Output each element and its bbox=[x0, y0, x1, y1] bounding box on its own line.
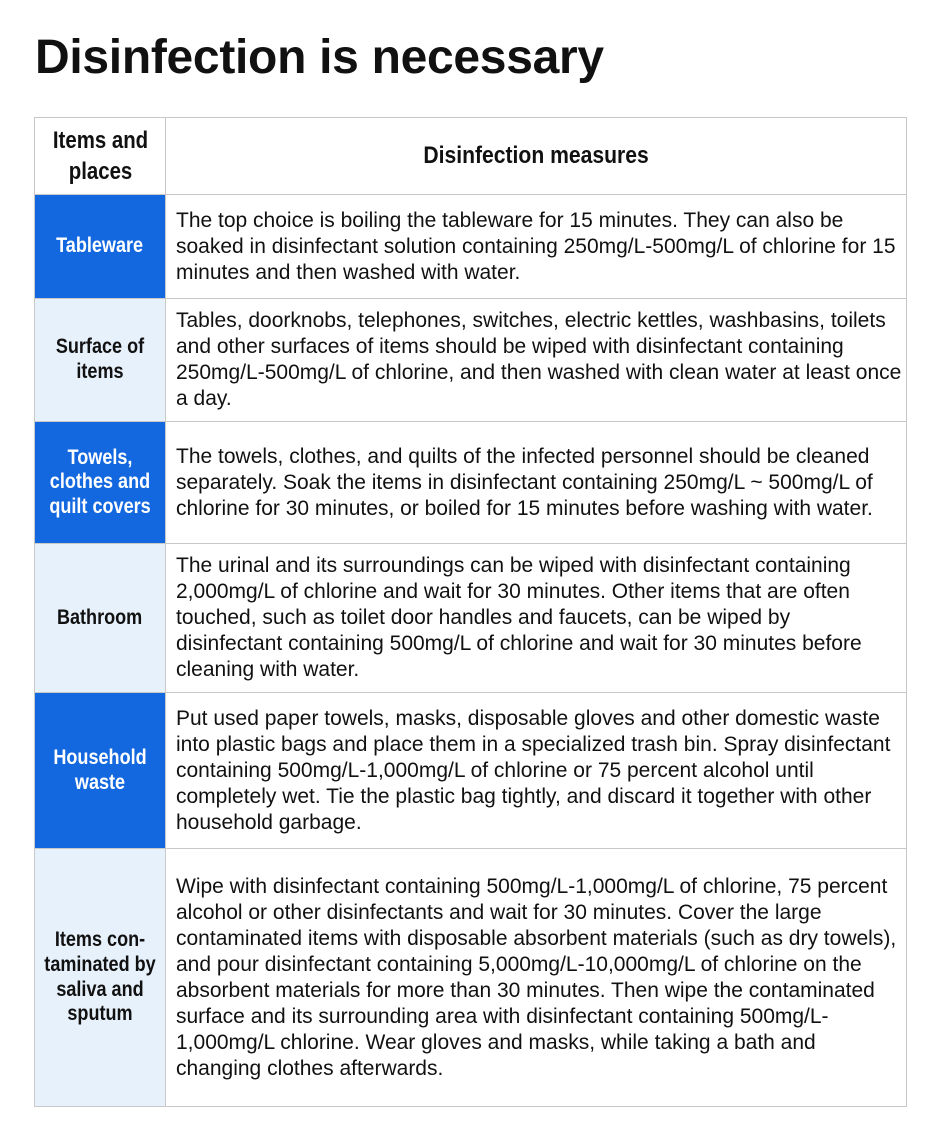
row-measure-text: Tables, doorknobs, telephones, switches, electric kettles, washbasins, toilets and other surfaces of items should be wiped with disinfectant containing 250mg/L-500mg/L of chlorine, and then washed with clean water at least once a day. bbox=[166, 299, 907, 422]
row-measure-text: The urinal and its surroundings can be wiped with disinfectant containing 2,000mg/L of chlorine and wait for 30 minutes. Other items that are often touched, such as toilet door handles and faucets, can be wiped by disinfectant containing 500mg/L of chlorine and wait for 30 minutes before cleaning with water. bbox=[166, 544, 907, 693]
header-items-and-places: Items and places bbox=[44, 118, 155, 195]
table-row bbox=[35, 693, 907, 849]
row-measure-text: The towels, clothes, and quilts of the infected personnel should be cleaned separately. Soak the items in disinfectant containing 250mg/L ~ 500mg/L of chlorine for 30 minutes, or boiled for 15 minutes before washing with water. bbox=[166, 422, 907, 544]
row-item-cell bbox=[35, 299, 166, 422]
row-item-cell bbox=[35, 693, 166, 849]
table-row bbox=[35, 849, 907, 1107]
row-measure-text: The top choice is boiling the tableware for 15 minutes. They can also be soaked in disinfectant solution containing 250mg/L-500mg/L of chlorine for 15 minutes and then washed with water. bbox=[166, 195, 907, 299]
row-measure-text: Put used paper towels, masks, disposable gloves and other domestic waste into plastic bags and place them in a specialized trash bin. Spray disinfectant containing 500mg/L-1,000mg/L of chlorine or 75 percent alcohol until completely wet. Tie the plastic bag tightly, and discard it together with other household garbage. bbox=[166, 693, 907, 849]
row-item-label: Surface of items bbox=[55, 335, 145, 383]
row-item-cell bbox=[35, 422, 166, 544]
table-row bbox=[35, 299, 907, 422]
row-item-label: Bathroom bbox=[57, 605, 143, 629]
row-item-label: Household waste bbox=[53, 745, 147, 794]
row-item-cell bbox=[35, 544, 166, 693]
table-row bbox=[35, 422, 907, 544]
table-row bbox=[35, 195, 907, 299]
header-disinfection-measures bbox=[166, 118, 907, 195]
table-header-row bbox=[35, 118, 907, 195]
disinfection-table bbox=[34, 117, 907, 1107]
row-item-label: Tableware bbox=[56, 234, 144, 258]
row-item-cell bbox=[35, 849, 166, 1107]
header-measures-label: Disinfection measures bbox=[423, 142, 649, 169]
row-item-label: Towels, clothes and quilt covers bbox=[49, 445, 151, 518]
row-measure-text: Wipe with disinfectant containing 500mg/L-1,000mg/L of chlorine, 75 percent alcohol or other disinfectants and wait for 30 minutes. Cover the large contaminated items with disposable absorbent materials (such as dry towels), and pour disinfectant containing 5,000mg/L-10,000mg/L of chlorine on the absorbent materials for more than 30 minutes. Then wipe the contaminated surface and its surrounding area with disinfectant containing 500mg/L-1,000mg/L chlorine. Wear gloves and masks, while taking a bath and changing clothes afterwards. bbox=[166, 849, 907, 1107]
table-row bbox=[35, 544, 907, 693]
page-title: Disinfection is necessary bbox=[35, 31, 604, 84]
row-item-label: Items con-taminated by saliva and sputum bbox=[44, 928, 156, 1026]
row-item-cell bbox=[35, 195, 166, 299]
